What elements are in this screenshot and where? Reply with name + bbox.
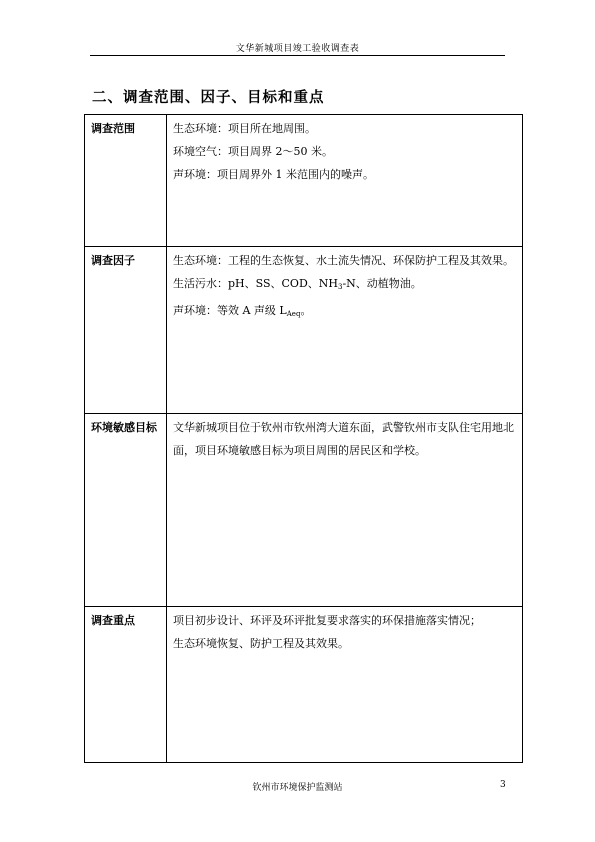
focus-measures: 项目初步设计、环评及环评批复要求落实的环保措施落实情况； xyxy=(173,614,481,627)
table-row xyxy=(85,414,523,607)
row-label-sensitive-targets: 环境敏感目标 xyxy=(85,414,167,607)
row-content-sensitive-targets xyxy=(167,414,523,607)
row-content-factors xyxy=(167,247,523,414)
row-label-scope: 调查范围 xyxy=(85,115,167,247)
scope-noise: 声环境：项目周界外 1 米范围内的噪声。 xyxy=(173,168,374,181)
sensitive-targets-text: 文华新城项目位于钦州市钦州湾大道东面，武警钦州市支队住宅用地北面，项目环境敏感目标为项目周围的居民区和学校。 xyxy=(173,421,514,457)
header-divider xyxy=(90,55,505,56)
row-label-focus: 调查重点 xyxy=(85,607,167,763)
table-row xyxy=(85,607,523,763)
factors-ecology: 生态环境：工程的生态恢复、水土流失情况、环保防护工程及其效果。 xyxy=(173,254,514,267)
row-content-scope xyxy=(167,115,523,247)
scope-air: 环境空气：项目周界 2～50 米。 xyxy=(173,145,333,158)
table-row xyxy=(85,247,523,414)
row-content-focus xyxy=(167,607,523,763)
footer-organization: 钦州市环境保护监测站 xyxy=(252,783,343,793)
section-title: 二、调查范围、因子、目标和重点 xyxy=(92,90,325,106)
factors-noise: 声环境：等效 A 声级 $L_{Aeq}$。 xyxy=(173,304,312,318)
factors-sewage: 生活污水：pH、SS、COD、$NH_3-N$、动植物油。 xyxy=(173,277,422,291)
page-number: 3 xyxy=(500,780,506,790)
survey-table xyxy=(84,114,523,763)
focus-recovery: 生态环境恢复、防护工程及其效果。 xyxy=(173,637,349,650)
row-label-factors: 调查因子 xyxy=(85,247,167,414)
page-header-title: 文华新城项目竣工验收调查表 xyxy=(235,44,360,54)
table-row xyxy=(85,115,523,247)
scope-ecology: 生态环境：项目所在地周围。 xyxy=(173,122,316,135)
